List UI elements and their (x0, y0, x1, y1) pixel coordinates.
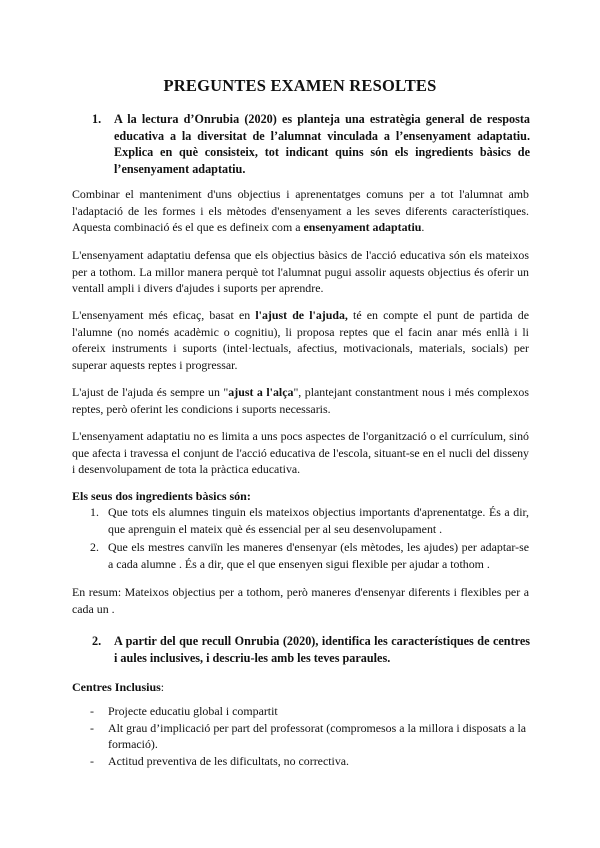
ingredients-heading: Els seus dos ingredients bàsics són: (72, 489, 251, 503)
list-item-text: Que els mestres canviïn les maneres d'ensenyar (els mètodes, les ajudes) per adaptar-se a cada alumne . És a dir, que el que ensenyen sigui flexible per ajudar a tothom . (108, 540, 529, 571)
list-item (90, 539, 529, 572)
question-2-number: 2. (92, 634, 102, 648)
list-item (90, 753, 529, 770)
paragraph-4 (72, 384, 529, 417)
paragraph-4-text: L'ajust de l'ajuda és sempre un " (72, 385, 229, 399)
list-item-text: Alt grau d’implicació per part del professorat (compromesos a la millora i disposats a la formació). (108, 720, 527, 751)
question-2-text: A partir del que recull Onrubia (2020), identifica les característiques de centres i aules inclusives, i descriu-les amb les teves paraules. (114, 634, 530, 665)
list-item-text: Projecte educatiu global i compartit (108, 704, 278, 718)
paragraph-1 (72, 186, 529, 236)
paragraph-3-bold: l'ajust de l'ajuda, (255, 308, 348, 322)
paragraph-3 (72, 307, 529, 373)
paragraph-3-text: L'ensenyament més eficaç, basat en (72, 308, 256, 322)
centres-list (90, 703, 529, 769)
summary-paragraph: En resum: Mateixos objectius per a tothom, però maneres d'ensenyar diferents i flexibles per a cada un . (72, 585, 529, 616)
list-item (90, 703, 529, 720)
page-title: PREGUNTES EXAMEN RESOLTES (163, 76, 437, 95)
paragraph-5: L'ensenyament adaptatiu no es limita a uns pocs aspectes de l'organització o el currículum, sinó que afecta i travessa el conjunt de l'acció educativa de l'escola, situant-se en el nucli del disseny i desenvolupament de tota la pràctica educativa. (72, 429, 529, 476)
paragraph-1-text: Combinar el manteniment d'uns objectius i aprenentatges comuns per a tot l'alumnat amb l'adaptació de les formes i els mètodes d'ensenyament a les seves diferents característiques. Aquesta combinació és el que es defineix com a (72, 187, 529, 234)
list-item-number: 1. (90, 505, 99, 519)
list-item (90, 504, 529, 537)
centres-heading-text: Centres Inclusius (72, 680, 161, 694)
list-item-dash: - (90, 720, 94, 735)
question-1 (94, 111, 530, 177)
list-item-number: 2. (90, 540, 99, 554)
question-2 (94, 633, 530, 666)
question-1-text: A la lectura d’Onrubia (2020) es planteja una estratègia general de resposta educativa a la diversitat de l’alumnat vinculada a l’ensenyament adaptatiu. Explica en què consisteix, tot indicant quins són els ingredients bàsics de l’ensenyament adaptatiu. (114, 112, 530, 176)
paragraph-3-end: té en compte el punt de partida de l'alumne (no només acadèmic o cognitiu), li proposa reptes que el facin anar més enllà i li ofereix instruments i suports (intel·lectuals, afectius, motivacionals, materials, socials) per superar aquests reptes i progressar. (72, 308, 529, 372)
centres-heading-colon: : (160, 680, 165, 694)
paragraph-1-end: . (421, 220, 425, 234)
paragraph-4-end: ", plantejant constantment nous i més complexos reptes, però oferint les condicions i suports necessaris. (72, 385, 530, 416)
list-item-dash: - (90, 704, 94, 718)
paragraph-4-bold: ajust a l'alça (228, 385, 294, 399)
list-item-text: Actitud preventiva de les dificultats, no correctiva. (108, 753, 350, 768)
list-item (90, 720, 529, 753)
list-item-text: Que tots els alumnes tinguin els mateixos objectius importants d'aprenentatge. És a dir, que aprenguin el mateix què és essencial per al seu desenvolupament . (108, 505, 529, 536)
centres-heading (72, 680, 164, 695)
question-1-number: 1. (92, 112, 102, 126)
ingredients-list (90, 504, 529, 572)
paragraph-2: L'ensenyament adaptatiu defensa que els objectius bàsics de l'acció educativa són els mateixos per a tothom. La millor manera perquè tot l'alumnat pugui assolir aquests objectius és oferir un ventall ampli i divers d'ajudes i suports per aprendre. (72, 248, 529, 295)
paragraph-1-bold: ensenyament adaptatiu (303, 220, 422, 234)
list-item-dash: - (90, 753, 94, 768)
